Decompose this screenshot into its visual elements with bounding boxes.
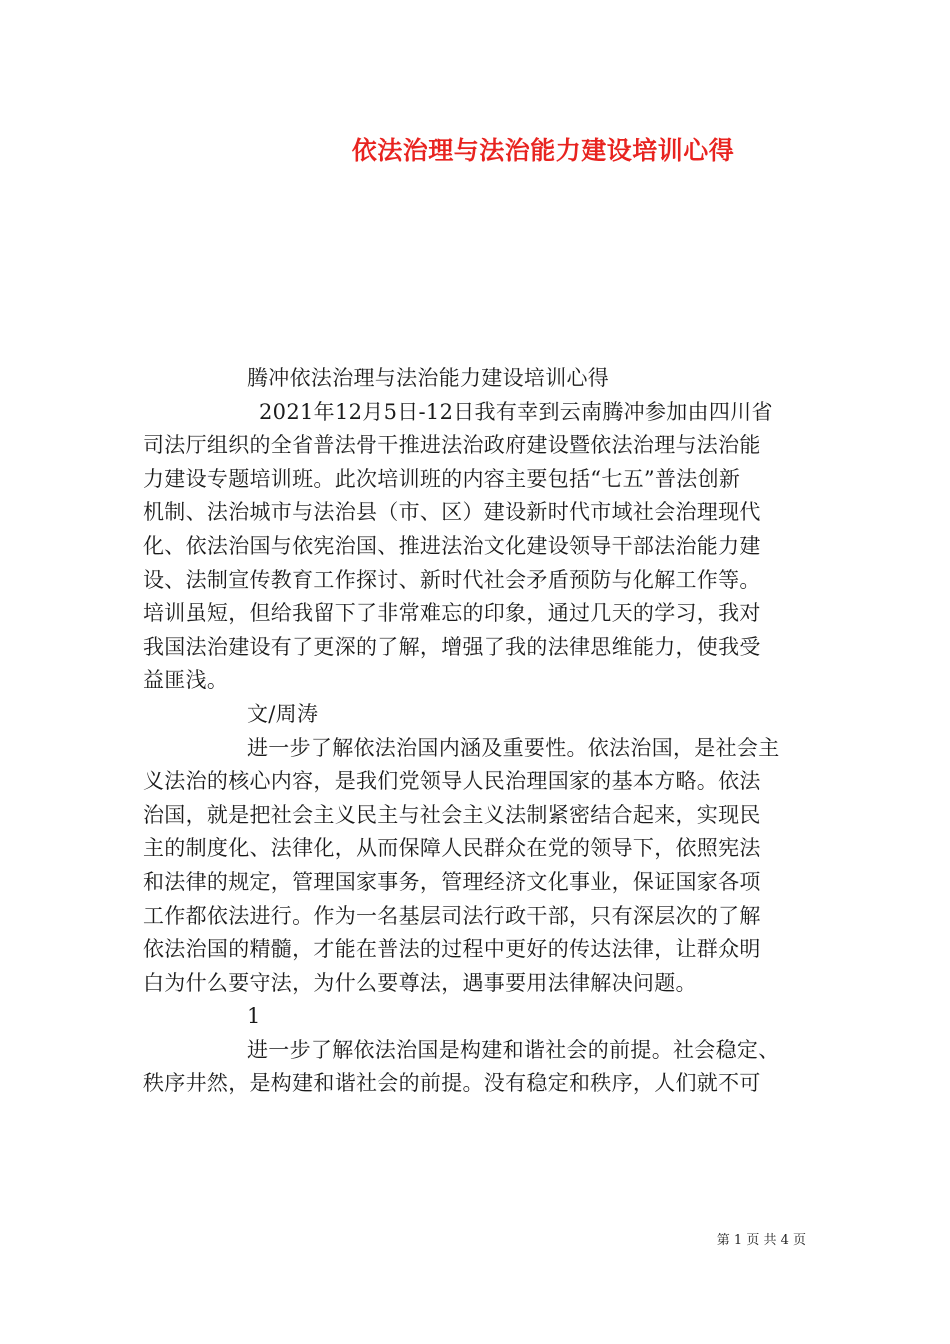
paragraph-line: 2021年12月5日-12日我有幸到云南腾冲参加由四川省 bbox=[259, 399, 773, 424]
paragraph-line: 主的制度化、法律化，从而保障人民群众在党的领导下，依照宪法 bbox=[143, 836, 761, 861]
paragraph-line: 化、依法治国与依宪治国、推进法治文化建设领导干部法治能力建 bbox=[143, 533, 761, 558]
section-number: 1 bbox=[247, 1004, 261, 1029]
paragraph-line: 治国，就是把社会主义民主与社会主义法制紧密结合起来，实现民 bbox=[143, 802, 761, 827]
paragraph-line: 益匪浅。 bbox=[143, 668, 229, 693]
page-footer: 第 1 页 共 4 页 bbox=[716, 1233, 806, 1248]
page-title: 依法治理与法治能力建设培训心得 bbox=[351, 136, 735, 165]
paragraph-line: 培训虽短，但给我留下了非常难忘的印象，通过几天的学习，我对 bbox=[143, 601, 761, 626]
paragraph-line: 义法治的核心内容，是我们党领导人民治理国家的基本方略。依法 bbox=[143, 769, 761, 794]
subtitle-line: 腾冲依法治理与法治能力建设培训心得 bbox=[247, 366, 610, 390]
paragraph-line: 我国法治建设有了更深的了解，增强了我的法律思维能力，使我受 bbox=[143, 634, 761, 659]
paragraph-line: 设、法制宣传教育工作探讨、新时代社会矛盾预防与化解工作等。 bbox=[143, 567, 761, 592]
document-body bbox=[143, 362, 809, 1101]
paragraph-line: 进一步了解依法治国是构建和谐社会的前提。社会稳定、 bbox=[247, 1037, 780, 1062]
paragraph-line: 司法厅组织的全省普法骨干推进法治政府建设暨依法治理与法治能 bbox=[143, 433, 761, 458]
paragraph-line: 和法律的规定，管理国家事务，管理经济文化事业，保证国家各项 bbox=[143, 869, 761, 894]
paragraph-line: 白为什么要守法，为什么要尊法，遇事要用法律解决问题。 bbox=[143, 970, 697, 995]
paragraph-line: 工作都依法进行。作为一名基层司法行政干部，只有深层次的了解 bbox=[143, 903, 761, 928]
author-line: 文/周涛 bbox=[247, 701, 319, 726]
paragraph-line: 进一步了解依法治国内涵及重要性。依法治国，是社会主 bbox=[247, 735, 780, 760]
paragraph-line: 力建设专题培训班。此次培训班的内容主要包括“七五”普法创新 bbox=[143, 466, 741, 491]
paragraph-line: 依法治国的精髓，才能在普法的过程中更好的传达法律，让群众明 bbox=[143, 937, 761, 962]
paragraph-line: 秩序井然，是构建和谐社会的前提。没有稳定和秩序，人们就不可 bbox=[143, 1071, 761, 1096]
paragraph-line: 机制、法治城市与法治县（市、区）建设新时代市域社会治理现代 bbox=[143, 500, 761, 525]
